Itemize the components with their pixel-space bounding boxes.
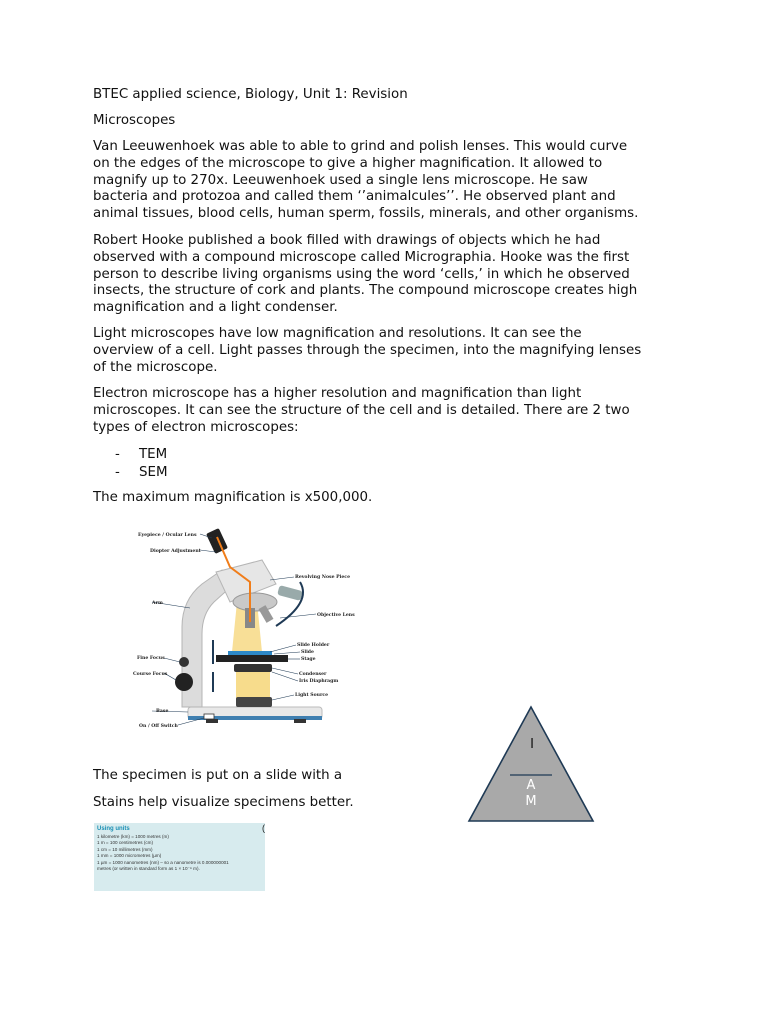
- units-line: 1 mm = 1000 micrometres (µm): [97, 853, 162, 859]
- paragraph-hooke: Robert Hooke published a book filled with drawings of objects which he had observed with a compound microscope called Micrographia. Hooke was the first person to describe living organisms using the word ‘cells,’ in which he observed insects, the structure of cork and plants. The compound microscope creates high magnification and a light condenser.: [93, 233, 638, 316]
- base-foot-right: [294, 719, 306, 723]
- section-title: Microscopes: [93, 113, 176, 128]
- lower-light-beam: [236, 670, 270, 700]
- fine-focus-knob-icon: [179, 657, 189, 667]
- label-iris: Iris Diaphragm: [299, 679, 339, 684]
- list-item-label: TEM: [139, 447, 168, 462]
- paragraph-light-microscopes: Light microscopes have low magnification and resolutions. It can see the overview of a cell. Light passes through the specimen, into the magnifying lenses of the microscope.: [93, 326, 642, 375]
- label-condenser: Condenser: [299, 672, 327, 677]
- base-foot-left: [206, 719, 218, 723]
- units-line: 1 cm = 10 millimetres (mm): [97, 846, 153, 852]
- list-item: [115, 446, 168, 464]
- bullet-marker: -: [115, 447, 120, 462]
- label-diopter: Diopter Adjustment: [150, 549, 201, 554]
- triangle-label-top: I: [530, 737, 534, 752]
- label-slide: Slide: [301, 650, 314, 655]
- paragraph-leeuwenhoek: Van Leeuwenhoek was able to able to grind and polish lenses. This would curve on the edges of the microscope to give a higher magnification. It allowed to magnify up to 270x. Leeuwenhoek used a single lens microscope. He saw bacteria and protozoa and called them ‘’animalcules’’. He observed plant and animal tissues, blood cells, human sperm, fossils, minerals, and other organisms.: [93, 139, 639, 222]
- microscope-types-list: [115, 446, 168, 481]
- using-units-box: [94, 823, 265, 891]
- triangle-label-right: M: [525, 794, 537, 809]
- power-switch-icon: [204, 714, 214, 719]
- condenser: [234, 664, 272, 672]
- coarse-focus-knob-icon: [175, 673, 193, 691]
- list-item-label: SEM: [139, 464, 168, 480]
- units-title: Using units: [97, 826, 130, 832]
- label-eyepiece: Eyepiece / Ocular Lens: [138, 533, 197, 538]
- document-heading: BTEC applied science, Biology, Unit 1: Revision: [93, 87, 408, 102]
- units-corner-mark: (: [262, 823, 265, 833]
- bullet-marker: -: [115, 464, 120, 480]
- units-line: 1 m = 100 centimetres (cm): [97, 840, 154, 846]
- slide: [228, 651, 272, 655]
- objective-lens-icon: [277, 585, 303, 601]
- label-light-source: Light Source: [295, 693, 329, 698]
- units-line: 1 µm = 1000 nanometres (nm) – so a nanometre is 0.000000001: [97, 859, 229, 865]
- eyepiece-icon: [206, 528, 228, 554]
- label-coarse-focus: Course Focus: [133, 672, 168, 677]
- label-objective: Objective Lens: [317, 613, 355, 618]
- units-line: 1 kilometre (km) = 1000 metres (m): [97, 834, 169, 839]
- stains-text: Stains help visualize specimens better.: [93, 795, 354, 810]
- label-arm: Arm: [152, 601, 163, 606]
- label-fine-focus: Fine Focus: [137, 656, 165, 661]
- triangle-label-left: A: [526, 778, 536, 793]
- microscope-diagram: [130, 522, 378, 737]
- magnification-triangle: [466, 704, 596, 824]
- label-nosepiece: Revolving Nose Piece: [295, 575, 350, 580]
- leader-lines: [152, 534, 316, 725]
- label-slide-holder: Slide Holder: [297, 643, 330, 648]
- max-magnification-text: The maximum magnification is x500,000.: [93, 490, 373, 505]
- paragraph-electron-microscope: Electron microscope has a higher resolution and magnification than light microscopes. It can see the structure of the cell and is detailed. There are 2 two types of electron microscopes:: [93, 386, 630, 435]
- units-line: metres (or written in standard form as 1 × 10⁻⁹ m).: [97, 866, 200, 872]
- light-source: [236, 697, 272, 707]
- label-switch: On / Off Switch: [139, 724, 178, 729]
- label-stage: Stage: [301, 657, 316, 662]
- stage: [216, 655, 288, 662]
- label-base: Base: [156, 709, 169, 714]
- specimen-text: The specimen is put on a slide with a: [93, 768, 343, 783]
- list-item: [115, 464, 168, 482]
